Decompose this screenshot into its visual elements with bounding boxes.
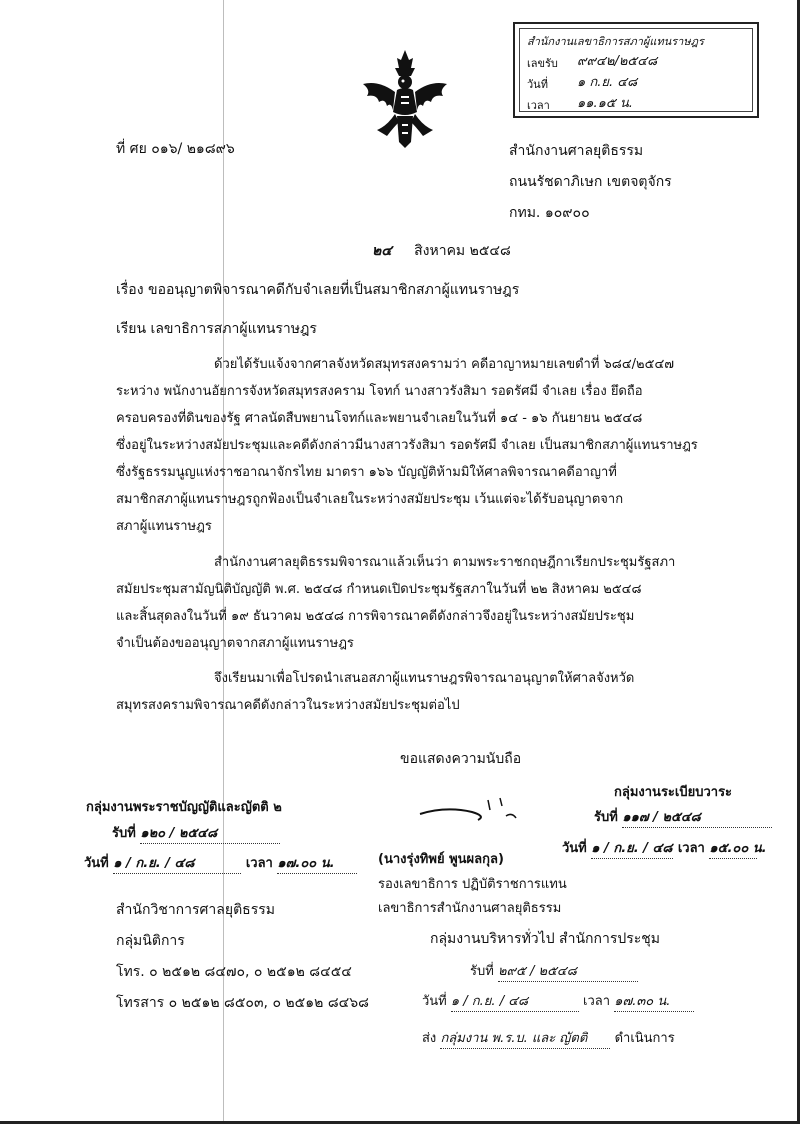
body-p1-line1: ด้วยได้รับแจ้งจากศาลจังหวัดสมุทรสงครามว่า คดีอาญาหมายเลขดำที่ ๖๘๔/๒๕๔๗ (214, 357, 675, 372)
stamp-bottom-forward (422, 1027, 675, 1049)
stamp-left-number (112, 822, 280, 844)
signer-title-line1: รองเลขาธิการ ปฏิบัติราชการแทน (378, 877, 567, 892)
stamp-right-date-label: วันที่ (562, 841, 587, 856)
body-p2-line3: และสิ้นสุดลงในวันที่ ๑๙ ธันวาคม ๒๕๔๘ การพิจารณาคดีดังกล่าวจึงอยู่ในระหว่างสมัยประชุม (116, 609, 635, 624)
body-p1-line5: ซึ่งรัฐธรรมนูญแห่งราชอาณาจักรไทย มาตรา ๑๖๖ บัญญัติห้ามมิให้ศาลพิจารณาคดีอาญาที่ (116, 465, 617, 480)
stamp-bottom-number-value: ๒๙๕ / ๒๕๔๘ (498, 960, 638, 982)
stamp-right-number-label: รับที่ (594, 810, 618, 825)
signer-name: (นางรุ่งทิพย์ พูนผลกุล) (378, 852, 504, 867)
stamp-left-title: กลุ่มงานพระราชบัญญัติและญัตติ ๒ (86, 800, 282, 815)
sender-address-line1: สำนักงานศาลยุติธรรม (509, 143, 644, 159)
signer-title-line2: เลขาธิการสำนักงานศาลยุติธรรม (378, 901, 562, 916)
garuda-emblem-icon (357, 46, 453, 150)
stamp-bottom-title: กลุ่มงานบริหารทั่วไป สำนักการประชุม (430, 931, 661, 947)
stamp-left-time-value: ๑๗.๐๐ น. (277, 852, 357, 874)
contact-office: สำนักวิชาการศาลยุติธรรม (116, 902, 275, 918)
stamp-left-number-value: ๑๒๐ / ๒๕๔๘ (140, 822, 280, 844)
recipient-line: เรียน เลขาธิการสภาผู้แทนราษฎร (116, 321, 317, 337)
stamp-bottom-number (470, 960, 638, 982)
stamp-date-value: ๑ ก.ย. ๔๘ (577, 75, 638, 90)
body-p3-line2: สมุทรสงครามพิจารณาคดีดังกล่าวในระหว่างสมัยประชุมต่อไป (116, 698, 460, 713)
stamp-right-time-label: เวลา (677, 841, 705, 856)
reference-number: ที่ ศย ๐๑๖/ ๒๑๘๙๖ (116, 141, 235, 157)
stamp-bottom-date-value: ๑ / ก.ย. / ๔๘ (451, 990, 579, 1012)
body-p2-line2: สมัยประชุมสามัญนิติบัญญัติ พ.ศ. ๒๕๔๘ กำหนดเปิดประชุมรัฐสภาในวันที่ ๒๒ สิงหาคม ๒๕๔๘ (116, 582, 642, 597)
stamp-bottom-datetime (422, 990, 694, 1012)
stamp-left-datetime (84, 852, 357, 874)
signature-scribble (416, 790, 526, 830)
stamp-bottom-forward-label: ส่ง (422, 1031, 437, 1046)
stamp-bottom-number-label: รับที่ (470, 964, 494, 979)
letter-date-day: ๒๔ (372, 243, 392, 259)
contact-tel: โทร. ๐ ๒๕๑๒ ๘๔๗๐, ๐ ๒๕๑๒ ๘๔๕๔ (116, 964, 352, 980)
stamp-right-number (594, 806, 772, 828)
sender-address-line3: กทม. ๑๐๙๐๐ (509, 205, 590, 221)
stamp-left-number-label: รับที่ (112, 826, 136, 841)
stamp-bottom-forward-value: กลุ่มงาน พ.ร.บ. และ ญัตติ (440, 1027, 610, 1049)
stamp-bottom-time-label: เวลา (583, 994, 611, 1009)
body-p2-line4: จำเป็นต้องขออนุญาตจากสภาผู้แทนราษฎร (116, 636, 354, 651)
body-p1-line2: ระหว่าง พนักงานอัยการจังหวัดสมุทรสงคราม โจทก์ นางสาวรังสิมา รอดรัศมี จำเลย เรื่อง ยึดถือ (116, 384, 643, 399)
body-p1-line6: สมาชิกสภาผู้แทนราษฎรถูกฟ้องเป็นจำเลยในระหว่างสมัยประชุม เว้นแต่จะได้รับอนุญาตจาก (116, 492, 624, 507)
stamp-time-value: ๑๑.๑๕ น. (577, 96, 633, 111)
stamp-bottom-action: ดำเนินการ (614, 1031, 675, 1046)
body-p3-line1: จึงเรียนมาเพื่อโปรดนำเสนอสภาผู้แทนราษฎรพิจารณาอนุญาตให้ศาลจังหวัด (214, 671, 635, 686)
body-p2-line1: สำนักงานศาลยุติธรรมพิจารณาแล้วเห็นว่า ตามพระราชกฤษฎีกาเรียกประชุมรัฐสภา (214, 555, 676, 570)
stamp-bottom-time-value: ๑๗.๓๐ น. (614, 990, 694, 1012)
stamp-number-label: เลขรับ (527, 57, 558, 70)
subject-line: เรื่อง ขออนุญาตพิจารณาคดีกับจำเลยที่เป็นสมาชิกสภาผู้แทนราษฎร (116, 282, 520, 298)
closing-line: ขอแสดงความนับถือ (400, 751, 522, 767)
body-p1-line3: ครอบครองที่ดินของรัฐ ศาลนัดสืบพยานโจทก์และพยานจำเลยในวันที่ ๑๔ - ๑๖ กันยายน ๒๕๔๘ (116, 411, 643, 426)
stamp-time-label: เวลา (527, 99, 550, 112)
stamp-right-number-value: ๑๑๗ / ๒๕๔๘ (622, 806, 772, 828)
stamp-right-time-value: ๑๕.๐๐ น. (709, 837, 757, 859)
letter-date (372, 240, 511, 262)
stamp-bottom-date-label: วันที่ (422, 994, 447, 1009)
contact-fax: โทรสาร ๐ ๒๕๑๒ ๘๕๐๓, ๐ ๒๕๑๒ ๘๔๖๘ (116, 995, 369, 1011)
stamp-right-datetime (562, 837, 767, 859)
stamp-left-time-label: เวลา (245, 856, 273, 871)
letter-date-month-year: สิงหาคม ๒๕๔๘ (414, 243, 511, 259)
stamp-right-date-value: ๑ / ก.ย. / ๔๘ (591, 837, 673, 859)
stamp-right-title: กลุ่มงานระเบียบวาระ (614, 785, 733, 800)
stamp-left-date-value: ๑ / ก.ย. / ๔๘ (113, 852, 241, 874)
sender-address-line2: ถนนรัชดาภิเษก เขตจตุจักร (509, 174, 672, 190)
contact-group: กลุ่มนิติการ (116, 933, 185, 949)
stamp-date-label: วันที่ (527, 78, 548, 91)
stamp-left-date-label: วันที่ (84, 856, 109, 871)
stamp-number-value: ๙๙๔๒/๒๕๔๘ (577, 54, 658, 69)
receipt-stamp-top (513, 22, 759, 118)
stamp-org: สำนักงานเลขาธิการสภาผู้แทนราษฎร (527, 35, 704, 48)
body-p1-line4: ซึ่งอยู่ในระหว่างสมัยประชุมและคดีดังกล่าวมีนางสาวรังสิมา รอดรัศมี จำเลย เป็นสมาชิกสภาผู้แทนราษฎร (116, 438, 698, 453)
body-p1-line7: สภาผู้แทนราษฎร (116, 519, 212, 534)
